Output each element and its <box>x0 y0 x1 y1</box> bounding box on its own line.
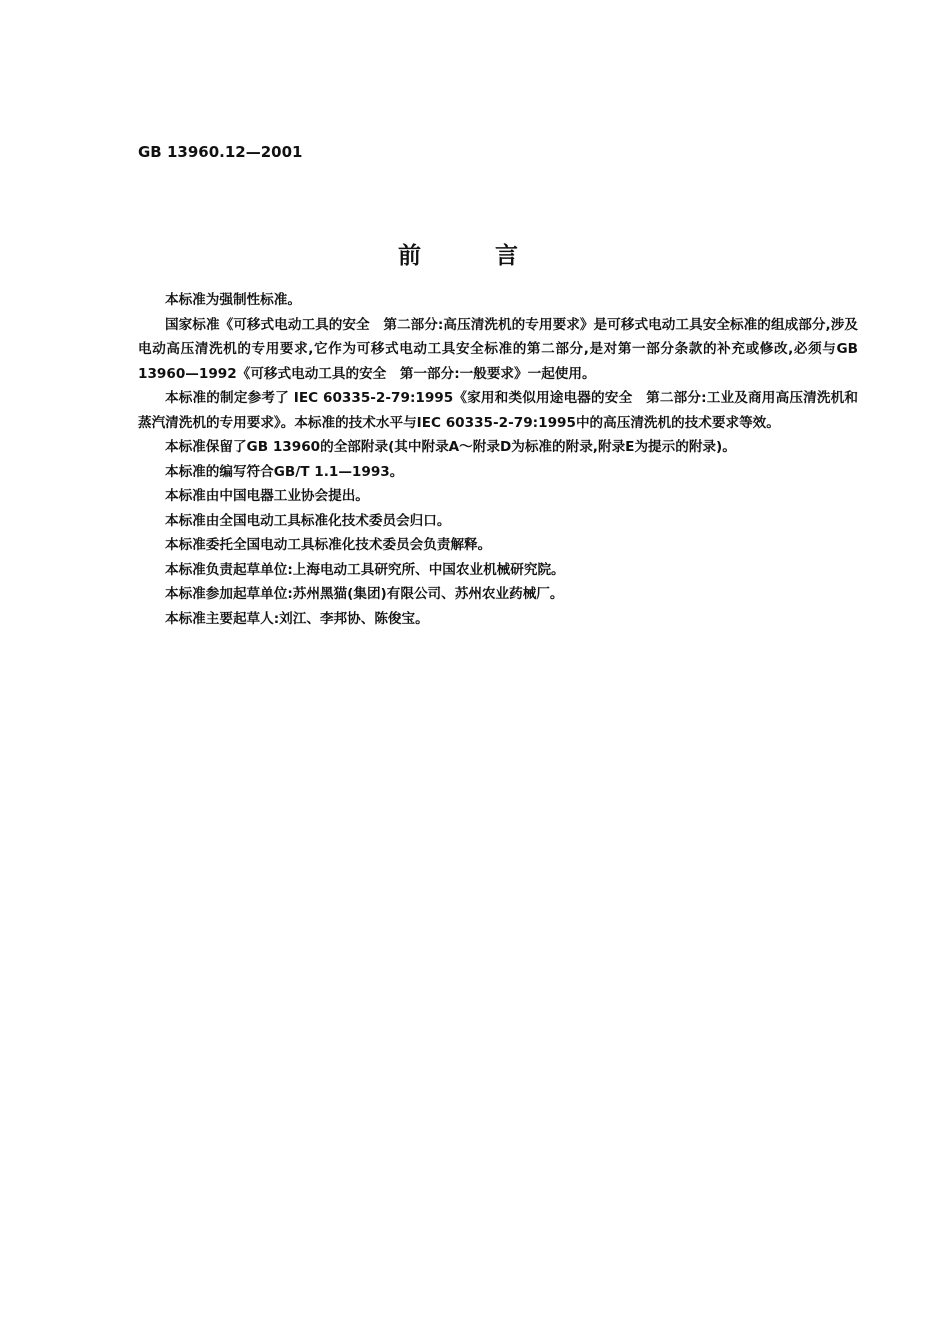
paragraph-mandatory: 本标准为强制性标准。 <box>165 292 301 308</box>
document-code: GB 13960.12—2001 <box>138 143 303 161</box>
paragraph-scope: 国家标准《可移式电动工具的安全 第二部分:高压清洗机的专用要求》是可移式电动工具安全标准的组成部分,涉及电动高压清洗机的专用要求,它作为可移式电动工具安全标准的第二部分,是对第一部分条款的补充或修改,必须与GB 13960—1992《可移式电动工具的安全 第一部分:一般要求》一起使用。 <box>138 316 858 382</box>
paragraph-drafters: 本标准主要起草人:刘江、李邦协、陈俊宝。 <box>165 610 429 627</box>
page-title: 前言 <box>398 242 592 269</box>
paragraph-reference: 本标准的制定参考了 IEC 60335-2-79:1995《家用和类似用途电器的安全 第二部分:工业及商用高压清洗机和蒸汽清洗机的专用要求》。本标准的技术水平与IEC 60335-2-79:1995中的高压清洗机的技术要求等效。 <box>138 390 858 431</box>
paragraph-centralized: 本标准由全国电动工具标准化技术委员会归口。 <box>165 512 451 529</box>
paragraph-proposer: 本标准由中国电器工业协会提出。 <box>165 488 369 504</box>
paragraph-drafting-unit: 本标准负责起草单位:上海电动工具研究所、中国农业机械研究院。 <box>165 561 565 578</box>
foreword-body <box>138 288 858 631</box>
paragraph-interpretation: 本标准委托全国电动工具标准化技术委员会负责解释。 <box>165 537 492 553</box>
paragraph-format: 本标准的编写符合GB/T 1.1—1993。 <box>165 463 404 480</box>
paragraph-participating-units: 本标准参加起草单位:苏州黑猫(集团)有限公司、苏州农业药械厂。 <box>165 586 564 602</box>
paragraph-appendix: 本标准保留了GB 13960的全部附录(其中附录A～附录D为标准的附录,附录E为提示的附录)。 <box>165 439 736 455</box>
